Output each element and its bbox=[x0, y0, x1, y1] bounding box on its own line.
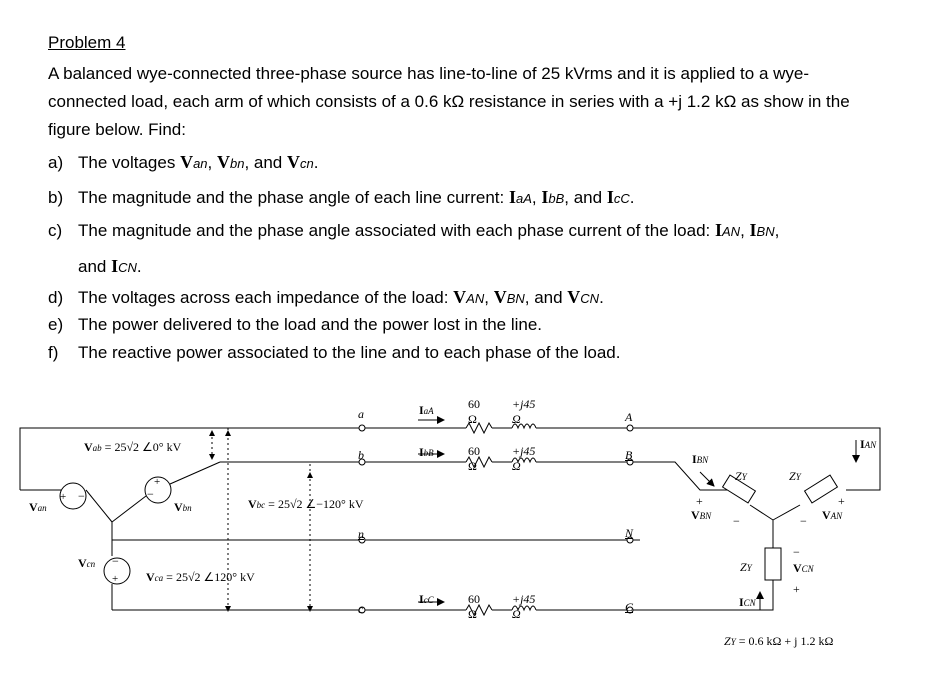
plus-cn: + bbox=[793, 582, 800, 596]
item-e: e) The power delivered to the load and the power lost in the line. bbox=[48, 315, 543, 334]
label-zy-equation: ZY = 0.6 kΩ + j 1.2 kΩ bbox=[724, 634, 834, 648]
source-vbn bbox=[145, 476, 171, 503]
svg-text:+: + bbox=[154, 476, 161, 488]
label-vBN: VBN bbox=[691, 508, 712, 522]
label-vCN: VCN bbox=[793, 561, 814, 575]
svg-text:+: + bbox=[60, 491, 67, 503]
item-f: f) The reactive power associated to the line and to each phase of the load. bbox=[48, 343, 621, 362]
label-zy-b: ZY bbox=[735, 469, 747, 483]
source-van bbox=[60, 483, 86, 509]
plus-an: + bbox=[838, 494, 845, 508]
node-N: N bbox=[625, 526, 634, 540]
label-van: Van bbox=[29, 500, 47, 514]
line-c-r: 60 Ω bbox=[468, 592, 480, 621]
label-zy-a: ZY bbox=[789, 469, 801, 483]
minus-bn: − bbox=[733, 514, 740, 528]
label-icn: ICN bbox=[739, 595, 756, 609]
label-vca: Vca = 25√2 ∠120° kV bbox=[146, 570, 255, 584]
line-a-r: 60 Ω bbox=[468, 397, 480, 426]
problem-title: Problem 4 bbox=[48, 33, 126, 52]
source-vcn bbox=[104, 554, 130, 585]
line-a bbox=[400, 423, 600, 433]
node-n: n bbox=[358, 527, 364, 541]
problem-intro: A balanced wye-connected three-phase source has line-to-line of 25 kVrms and it is applied to a wye-connected load, each arm of which consists of a 0.6 kΩ resistance in series with a +j 1.2 kΩ as show in the figure below. Find: bbox=[48, 64, 850, 139]
label-vbn: Vbn bbox=[174, 500, 192, 514]
plus-bn: + bbox=[696, 494, 703, 508]
node-B: B bbox=[625, 448, 633, 462]
line-b-r: 60 Ω bbox=[468, 444, 480, 473]
load-current-arrows bbox=[700, 440, 856, 610]
svg-text:−: − bbox=[147, 487, 154, 501]
node-a: a bbox=[358, 407, 364, 421]
label-ibn: IBN bbox=[692, 452, 709, 466]
label-ian: IAN bbox=[860, 437, 877, 451]
label-zy-c: ZY bbox=[740, 560, 752, 574]
svg-text:−: − bbox=[112, 554, 119, 568]
line-c-x: +j45 Ω bbox=[512, 592, 536, 621]
label-ibB: IbB bbox=[419, 445, 434, 459]
item-c: c) The magnitude and the phase angle associated with each phase current of the load: IAN, IBN, and ICN. bbox=[48, 220, 780, 276]
item-a: a) The voltages Van, Vbn, and Vcn. bbox=[48, 152, 319, 172]
item-b: b) The magnitude and the phase angle of each line current: IaA, IbB, and IcC. bbox=[48, 187, 635, 207]
label-iaA: IaA bbox=[419, 403, 434, 417]
node-A: A bbox=[625, 410, 633, 424]
item-d: d) The voltages across each impedance of the load: VAN, VBN, and VCN. bbox=[48, 287, 604, 307]
line-a-x: +j45 Ω bbox=[512, 397, 536, 426]
minus-cn: − bbox=[793, 545, 800, 559]
label-vcn: Vcn bbox=[78, 556, 96, 570]
minus-an: − bbox=[800, 514, 807, 528]
label-vab: Vab = 25√2 ∠0° kV bbox=[84, 440, 182, 454]
node-b: b bbox=[358, 448, 364, 462]
label-vbc: Vbc = 25√2 ∠−120° kV bbox=[248, 497, 364, 511]
label-icC: IcC bbox=[419, 592, 434, 606]
svg-text:−: − bbox=[78, 489, 85, 503]
node-C: C bbox=[625, 600, 634, 614]
label-vAN: VAN bbox=[822, 508, 843, 522]
svg-text:+: + bbox=[112, 573, 119, 585]
node-c: c bbox=[358, 602, 364, 616]
line-b-x: +j45 Ω bbox=[512, 444, 536, 473]
